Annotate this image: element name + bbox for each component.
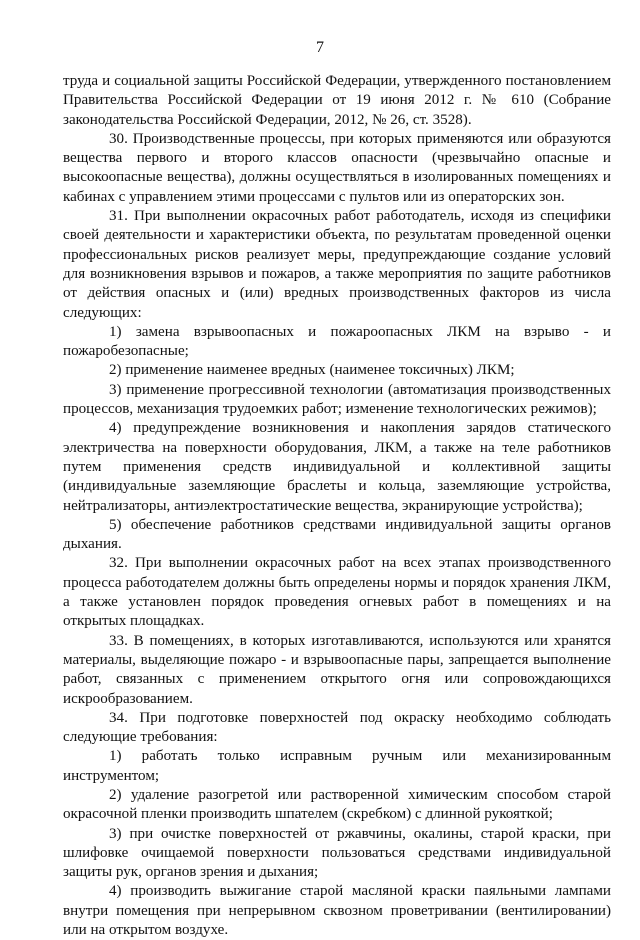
- list-item-34-3: 3) при очистке поверхностей от ржавчины, окалины, старой краски, при шлифовке очищаемой поверхности пользоваться средствами индивидуальной защиты рук, органов зрения и дыхания;: [63, 825, 611, 881]
- list-item-34-2: 2) удаление разогретой или растворенной химическим способом старой окрасочной пленки производить шпателем (скребком) с длинной рукояткой;: [63, 786, 611, 823]
- list-item-31-5: 5) обеспечение работников средствами индивидуальной защиты органов дыхания.: [63, 516, 611, 553]
- document-body: [63, 72, 611, 940]
- paragraph-30: 30. Производственные процессы, при которых применяются или образуются вещества первого и второго классов опасности (чрезвычайно опасные и высокоопасные вещества), должны осуществляться в изолированных помещениях и кабинах с управлением этими процессами с пультов или из операторских зон.: [63, 130, 611, 205]
- page-number: 7: [316, 39, 324, 56]
- list-item-34-4: 4) производить выжигание старой масляной краски паяльными лампами внутри помещения при непрерывном сквозном проветривании (вентилировании) или на открытом воздухе.: [63, 883, 611, 939]
- paragraph-34: 34. При подготовке поверхностей под окраску необходимо соблюдать следующие требования:: [63, 709, 611, 746]
- list-item-31-2: 2) применение наименее вредных (наименее токсичных) ЛКМ;: [109, 362, 515, 379]
- list-item-34-1: 1) работать только исправным ручным или механизированным инструментом;: [63, 748, 611, 784]
- paragraph-32: 32. При выполнении окрасочных работ на всех этапах производственного процесса работодателем должны быть определены нормы и порядок хранения ЛКМ, а также установлен порядок проведения огневых работ в помещениях и на открытых площадках.: [63, 555, 611, 630]
- paragraph-33: 33. В помещениях, в которых изготавливаются, используются или хранятся материалы, выделяющие пожаро - и взрывоопасные пары, запрещается выполнение работ, связанных с применением открытого огня или сопровождающихся искрообразованием.: [63, 632, 611, 707]
- list-item-31-1: 1) замена взрывоопасных и пожароопасных ЛКМ на взрыво - и пожаробезопасные;: [63, 323, 611, 360]
- list-item-31-3: 3) применение прогрессивной технологии (автоматизация производственных процессов, механизация трудоемких работ; изменение технологических режимов);: [63, 381, 611, 418]
- list-item-31-4: 4) предупреждение возникновения и накопления зарядов статического электричества на поверхности оборудования, ЛКМ, а также на теле работников путем применения средств индивидуальной и коллективной защиты (индивидуальные заземляющие браслеты и кольца, заземляющие устройства, нейтрализаторы, антиэлектростатические вещества, экранирующие устройства);: [63, 420, 611, 514]
- paragraph-31: 31. При выполнении окрасочных работ работодатель, исходя из специфики своей деятельности и характеристики объекта, по результатам проведенной оценки профессиональных рисков реализует меры, предупреждающие создание условий для возникновения взрывов и пожаров, а также мероприятия по защите работников от действия опасных и (или) вредных производственных факторов из числа следующих:: [63, 208, 611, 321]
- paragraph-continuation: труда и социальной защиты Российской Федерации, утвержденного постановлением Правительства Российской Федерации от 19 июня 2012 г. № 610 (Собрание законодательства Российской Федерации, 2012, № 26, ст. 3528).: [63, 73, 611, 128]
